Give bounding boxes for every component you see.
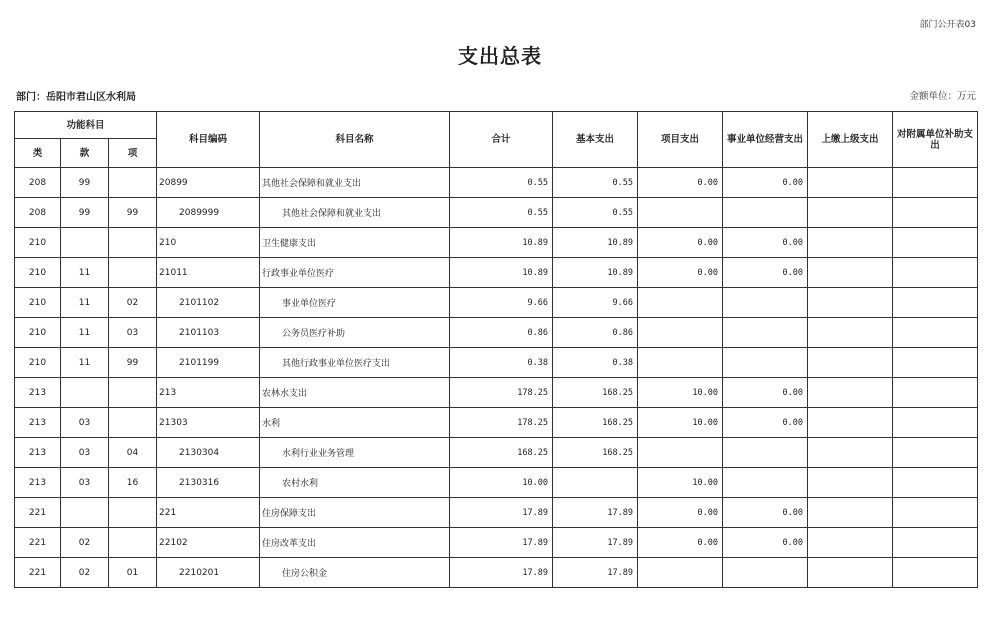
cell-basic: 0.55 [553,168,638,198]
cell-xiang: 01 [109,558,157,588]
table-row [15,408,978,438]
cell-code: 2101102 [157,288,260,318]
cell-total: 17.89 [450,558,553,588]
cell-kuan: 11 [61,288,109,318]
table-row [15,258,978,288]
table-row [15,468,978,498]
cell-total: 178.25 [450,378,553,408]
cell-total: 0.55 [450,198,553,228]
cell-kuan: 99 [61,198,109,228]
cell-business: 0.00 [723,498,808,528]
cell-basic: 168.25 [553,408,638,438]
cell-project [638,558,723,588]
cell-xiang: 99 [109,198,157,228]
cell-code: 20899 [157,168,260,198]
cell-name: 其他行政事业单位医疗支出 [260,348,450,378]
cell-total: 178.25 [450,408,553,438]
cell-basic: 0.38 [553,348,638,378]
cell-kuan: 99 [61,168,109,198]
cell-subsidy [893,468,978,498]
col-header-project: 项目支出 [638,112,723,168]
cell-xiang: 03 [109,318,157,348]
cell-code: 210 [157,228,260,258]
cell-business [723,558,808,588]
cell-total: 0.55 [450,168,553,198]
cell-total: 9.66 [450,288,553,318]
cell-subsidy [893,528,978,558]
cell-xiang [109,228,157,258]
cell-name: 水利行业业务管理 [260,438,450,468]
cell-name: 事业单位医疗 [260,288,450,318]
cell-name: 公务员医疗补助 [260,318,450,348]
cell-subsidy [893,408,978,438]
cell-subsidy [893,348,978,378]
cell-code: 2130316 [157,468,260,498]
cell-name: 行政事业单位医疗 [260,258,450,288]
col-header-lei: 类 [15,139,61,168]
cell-name: 其他社会保障和就业支出 [260,168,450,198]
cell-lei: 210 [15,318,61,348]
cell-lei: 221 [15,528,61,558]
page-title: 支出总表 [458,44,542,68]
cell-code: 2101103 [157,318,260,348]
cell-upper [808,198,893,228]
cell-business: 0.00 [723,258,808,288]
cell-upper [808,258,893,288]
cell-basic: 0.86 [553,318,638,348]
cell-basic: 10.89 [553,258,638,288]
cell-basic: 17.89 [553,558,638,588]
col-header-business: 事业单位经营支出 [723,112,808,168]
col-header-func-subject: 功能科目 [15,112,157,139]
table-row [15,378,978,408]
cell-lei: 210 [15,258,61,288]
cell-business: 0.00 [723,228,808,258]
cell-xiang [109,408,157,438]
cell-project [638,198,723,228]
cell-xiang [109,378,157,408]
cell-xiang [109,528,157,558]
cell-total: 17.89 [450,528,553,558]
cell-xiang: 04 [109,438,157,468]
cell-xiang: 02 [109,288,157,318]
table-row [15,288,978,318]
cell-business [723,318,808,348]
cell-business [723,468,808,498]
cell-subsidy [893,198,978,228]
cell-lei: 213 [15,378,61,408]
cell-code: 2210201 [157,558,260,588]
cell-business [723,348,808,378]
cell-project: 10.00 [638,468,723,498]
cell-lei: 210 [15,228,61,258]
cell-code: 22102 [157,528,260,558]
cell-code: 21303 [157,408,260,438]
cell-basic: 168.25 [553,438,638,468]
table-row [15,558,978,588]
cell-name: 住房保障支出 [260,498,450,528]
header-row-1 [15,112,978,139]
cell-project [638,318,723,348]
cell-basic: 9.66 [553,288,638,318]
cell-subsidy [893,378,978,408]
col-header-upper: 上缴上级支出 [808,112,893,168]
col-header-total: 合计 [450,112,553,168]
cell-subsidy [893,168,978,198]
cell-kuan: 03 [61,468,109,498]
cell-lei: 210 [15,348,61,378]
table-row [15,528,978,558]
cell-kuan: 11 [61,318,109,348]
cell-lei: 210 [15,288,61,318]
cell-xiang [109,498,157,528]
cell-kuan: 02 [61,558,109,588]
cell-xiang: 16 [109,468,157,498]
cell-business [723,438,808,468]
cell-name: 其他社会保障和就业支出 [260,198,450,228]
cell-subsidy [893,438,978,468]
cell-total: 0.38 [450,348,553,378]
table-row [15,228,978,258]
cell-kuan: 11 [61,348,109,378]
cell-code: 2089999 [157,198,260,228]
cell-lei: 213 [15,468,61,498]
cell-subsidy [893,318,978,348]
cell-basic [553,468,638,498]
cell-basic: 0.55 [553,198,638,228]
expenditure-table [14,111,978,588]
table-row [15,318,978,348]
cell-upper [808,348,893,378]
amount-unit-label: 金额单位：万元 [909,91,976,102]
cell-upper [808,528,893,558]
table-row [15,168,978,198]
cell-project: 10.00 [638,378,723,408]
cell-business: 0.00 [723,168,808,198]
cell-kuan: 11 [61,258,109,288]
cell-name: 水利 [260,408,450,438]
cell-lei: 213 [15,408,61,438]
cell-project: 10.00 [638,408,723,438]
department-label: 部门：岳阳市君山区水利局 [16,92,136,103]
cell-lei: 221 [15,498,61,528]
cell-total: 17.89 [450,498,553,528]
cell-total: 168.25 [450,438,553,468]
cell-business [723,198,808,228]
cell-total: 10.89 [450,228,553,258]
cell-basic: 168.25 [553,378,638,408]
cell-upper [808,468,893,498]
cell-total: 10.00 [450,468,553,498]
cell-xiang: 99 [109,348,157,378]
cell-kuan: 02 [61,528,109,558]
cell-upper [808,408,893,438]
cell-upper [808,288,893,318]
cell-kuan: 03 [61,438,109,468]
cell-upper [808,168,893,198]
cell-lei: 221 [15,558,61,588]
col-header-code: 科目编码 [157,112,260,168]
cell-project: 0.00 [638,528,723,558]
cell-lei: 208 [15,168,61,198]
cell-upper [808,228,893,258]
cell-kuan: 03 [61,408,109,438]
cell-upper [808,558,893,588]
col-header-subsidy: 对附属单位补助支出 [893,112,978,168]
table-row [15,348,978,378]
cell-code: 221 [157,498,260,528]
cell-basic: 17.89 [553,528,638,558]
cell-kuan [61,378,109,408]
col-header-kuan: 款 [61,139,109,168]
cell-name: 卫生健康支出 [260,228,450,258]
cell-business: 0.00 [723,408,808,438]
cell-basic: 17.89 [553,498,638,528]
cell-total: 10.89 [450,258,553,288]
cell-subsidy [893,228,978,258]
cell-code: 2130304 [157,438,260,468]
cell-name: 农林水支出 [260,378,450,408]
cell-subsidy [893,498,978,528]
form-number: 部门公开表03 [919,20,976,30]
cell-xiang [109,168,157,198]
cell-kuan [61,498,109,528]
cell-upper [808,438,893,468]
cell-project: 0.00 [638,498,723,528]
cell-name: 住房改革支出 [260,528,450,558]
cell-subsidy [893,288,978,318]
cell-code: 21011 [157,258,260,288]
cell-project: 0.00 [638,228,723,258]
cell-business [723,288,808,318]
col-header-name: 科目名称 [260,112,450,168]
cell-subsidy [893,558,978,588]
cell-project [638,288,723,318]
cell-xiang [109,258,157,288]
cell-project [638,438,723,468]
cell-project [638,348,723,378]
cell-upper [808,378,893,408]
cell-business: 0.00 [723,378,808,408]
cell-basic: 10.89 [553,228,638,258]
cell-project: 0.00 [638,168,723,198]
cell-lei: 208 [15,198,61,228]
cell-upper [808,498,893,528]
cell-kuan [61,228,109,258]
cell-code: 2101199 [157,348,260,378]
cell-lei: 213 [15,438,61,468]
table-row [15,198,978,228]
cell-project: 0.00 [638,258,723,288]
cell-upper [808,318,893,348]
cell-subsidy [893,258,978,288]
col-header-basic: 基本支出 [553,112,638,168]
cell-code: 213 [157,378,260,408]
cell-total: 0.86 [450,318,553,348]
table-row [15,498,978,528]
cell-name: 住房公积金 [260,558,450,588]
cell-name: 农村水利 [260,468,450,498]
cell-business: 0.00 [723,528,808,558]
col-header-xiang: 项 [109,139,157,168]
table-row [15,438,978,468]
